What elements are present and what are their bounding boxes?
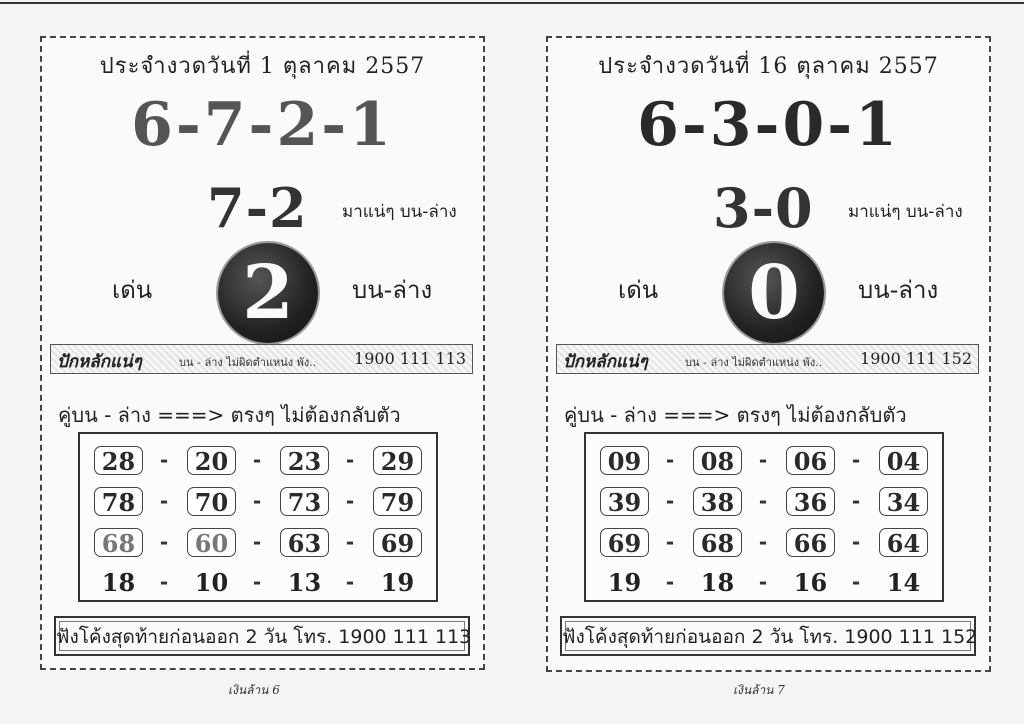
pair-cell: 19 [380, 568, 415, 597]
highlight-position: บน-ล่าง [858, 276, 939, 304]
pair-cell: 66 [786, 528, 835, 557]
pairs-row [600, 568, 930, 600]
pair-cell: 69 [373, 528, 422, 557]
tip-title: ปักหลักแน่ๆ [57, 352, 142, 372]
pairs-row [600, 487, 930, 519]
pair-cell: 16 [793, 568, 828, 597]
two-digit-number: 3-0 [713, 176, 814, 240]
pair-separator: - [345, 570, 355, 594]
pair-separator: - [665, 448, 675, 472]
pair-cell: 18 [700, 568, 735, 597]
pair-cell: 06 [786, 446, 835, 475]
pairs-row [94, 568, 424, 600]
pair-separator: - [665, 489, 675, 513]
tip-phone: 1900 111 113 [354, 349, 466, 368]
tip-banner [556, 344, 979, 374]
pairs-heading: คู่บน - ล่าง ===> ตรงๆ ไม่ต้องกลับตัว [58, 403, 401, 427]
pair-cell: 10 [194, 568, 229, 597]
pair-separator: - [851, 489, 861, 513]
pair-separator: - [252, 489, 262, 513]
pair-cell: 36 [786, 487, 835, 516]
pair-cell: 38 [693, 487, 742, 516]
hotline-box [560, 616, 976, 656]
page-footer-left: เงินล้าน 6 [228, 683, 280, 697]
top-border-line [0, 2, 1024, 4]
highlight-label: เด่น [112, 276, 153, 304]
pair-cell: 08 [693, 446, 742, 475]
pair-cell: 79 [373, 487, 422, 516]
pair-cell: 34 [879, 487, 928, 516]
pair-cell: 63 [280, 528, 329, 557]
pair-separator: - [758, 570, 768, 594]
pair-separator: - [252, 530, 262, 554]
page-footer-right: เงินล้าน 7 [733, 683, 785, 697]
pair-separator: - [758, 489, 768, 513]
pair-separator: - [159, 570, 169, 594]
pair-separator: - [851, 448, 861, 472]
hotline-text: ฟังโค้งสุดท้ายก่อนออก 2 วัน โทร. 1900 111 152 [562, 626, 978, 648]
pair-cell: 70 [187, 487, 236, 516]
tip-phone: 1900 111 152 [860, 349, 972, 368]
pairs-row [600, 446, 930, 478]
lottery-page-left [40, 36, 485, 670]
highlight-digit-circle: 0 [724, 243, 824, 343]
lottery-page-right [546, 36, 991, 672]
pair-cell: 13 [287, 568, 322, 597]
pairs-row [94, 528, 424, 560]
pair-separator: - [345, 489, 355, 513]
pairs-table [584, 432, 944, 602]
pair-cell: 68 [94, 528, 143, 557]
pair-cell: 19 [607, 568, 642, 597]
pair-separator: - [851, 570, 861, 594]
pair-separator: - [665, 570, 675, 594]
tip-banner [50, 344, 473, 374]
main-number: 6-7-2-1 [131, 90, 394, 160]
highlight-position: บน-ล่าง [352, 276, 433, 304]
pair-cell: 73 [280, 487, 329, 516]
highlight-digit-circle: 2 [218, 243, 318, 343]
pair-cell: 78 [94, 487, 143, 516]
pair-cell: 14 [886, 568, 921, 597]
two-digit-number: 7-2 [207, 176, 308, 240]
pair-cell: 28 [94, 446, 143, 475]
draw-date: ประจำงวดวันที่ 16 ตุลาคม 2557 [598, 54, 939, 79]
hotline-box [54, 616, 470, 656]
pairs-row [600, 528, 930, 560]
main-number: 6-3-0-1 [637, 90, 900, 160]
pair-separator: - [758, 530, 768, 554]
pair-cell: 18 [101, 568, 136, 597]
pair-cell: 39 [600, 487, 649, 516]
pair-cell: 60 [187, 528, 236, 557]
pair-separator: - [851, 530, 861, 554]
tip-title: ปักหลักแน่ๆ [563, 352, 648, 372]
pair-cell: 29 [373, 446, 422, 475]
tip-text: บน - ล่าง ไม่ผิดตำแหน่ง พัง.. [179, 356, 317, 369]
pair-separator: - [665, 530, 675, 554]
two-digit-note: มาแน่ๆ บน-ล่าง [848, 202, 963, 222]
pair-separator: - [345, 530, 355, 554]
pair-cell: 04 [879, 446, 928, 475]
pairs-table [78, 432, 438, 602]
two-digit-note: มาแน่ๆ บน-ล่าง [342, 202, 457, 222]
pairs-row [94, 446, 424, 478]
pair-separator: - [758, 448, 768, 472]
highlight-label: เด่น [618, 276, 659, 304]
pair-separator: - [159, 530, 169, 554]
hotline-text: ฟังโค้งสุดท้ายก่อนออก 2 วัน โทร. 1900 111 113 [56, 626, 472, 648]
pair-separator: - [159, 448, 169, 472]
pair-separator: - [252, 570, 262, 594]
pair-separator: - [252, 448, 262, 472]
pair-cell: 20 [187, 446, 236, 475]
pair-cell: 68 [693, 528, 742, 557]
pair-cell: 69 [600, 528, 649, 557]
pair-cell: 64 [879, 528, 928, 557]
tip-text: บน - ล่าง ไม่ผิดตำแหน่ง พัง.. [685, 356, 823, 369]
pairs-row [94, 487, 424, 519]
pair-separator: - [345, 448, 355, 472]
pair-cell: 23 [280, 446, 329, 475]
pair-cell: 09 [600, 446, 649, 475]
pairs-heading: คู่บน - ล่าง ===> ตรงๆ ไม่ต้องกลับตัว [564, 403, 907, 427]
draw-date: ประจำงวดวันที่ 1 ตุลาคม 2557 [99, 54, 426, 79]
pair-separator: - [159, 489, 169, 513]
